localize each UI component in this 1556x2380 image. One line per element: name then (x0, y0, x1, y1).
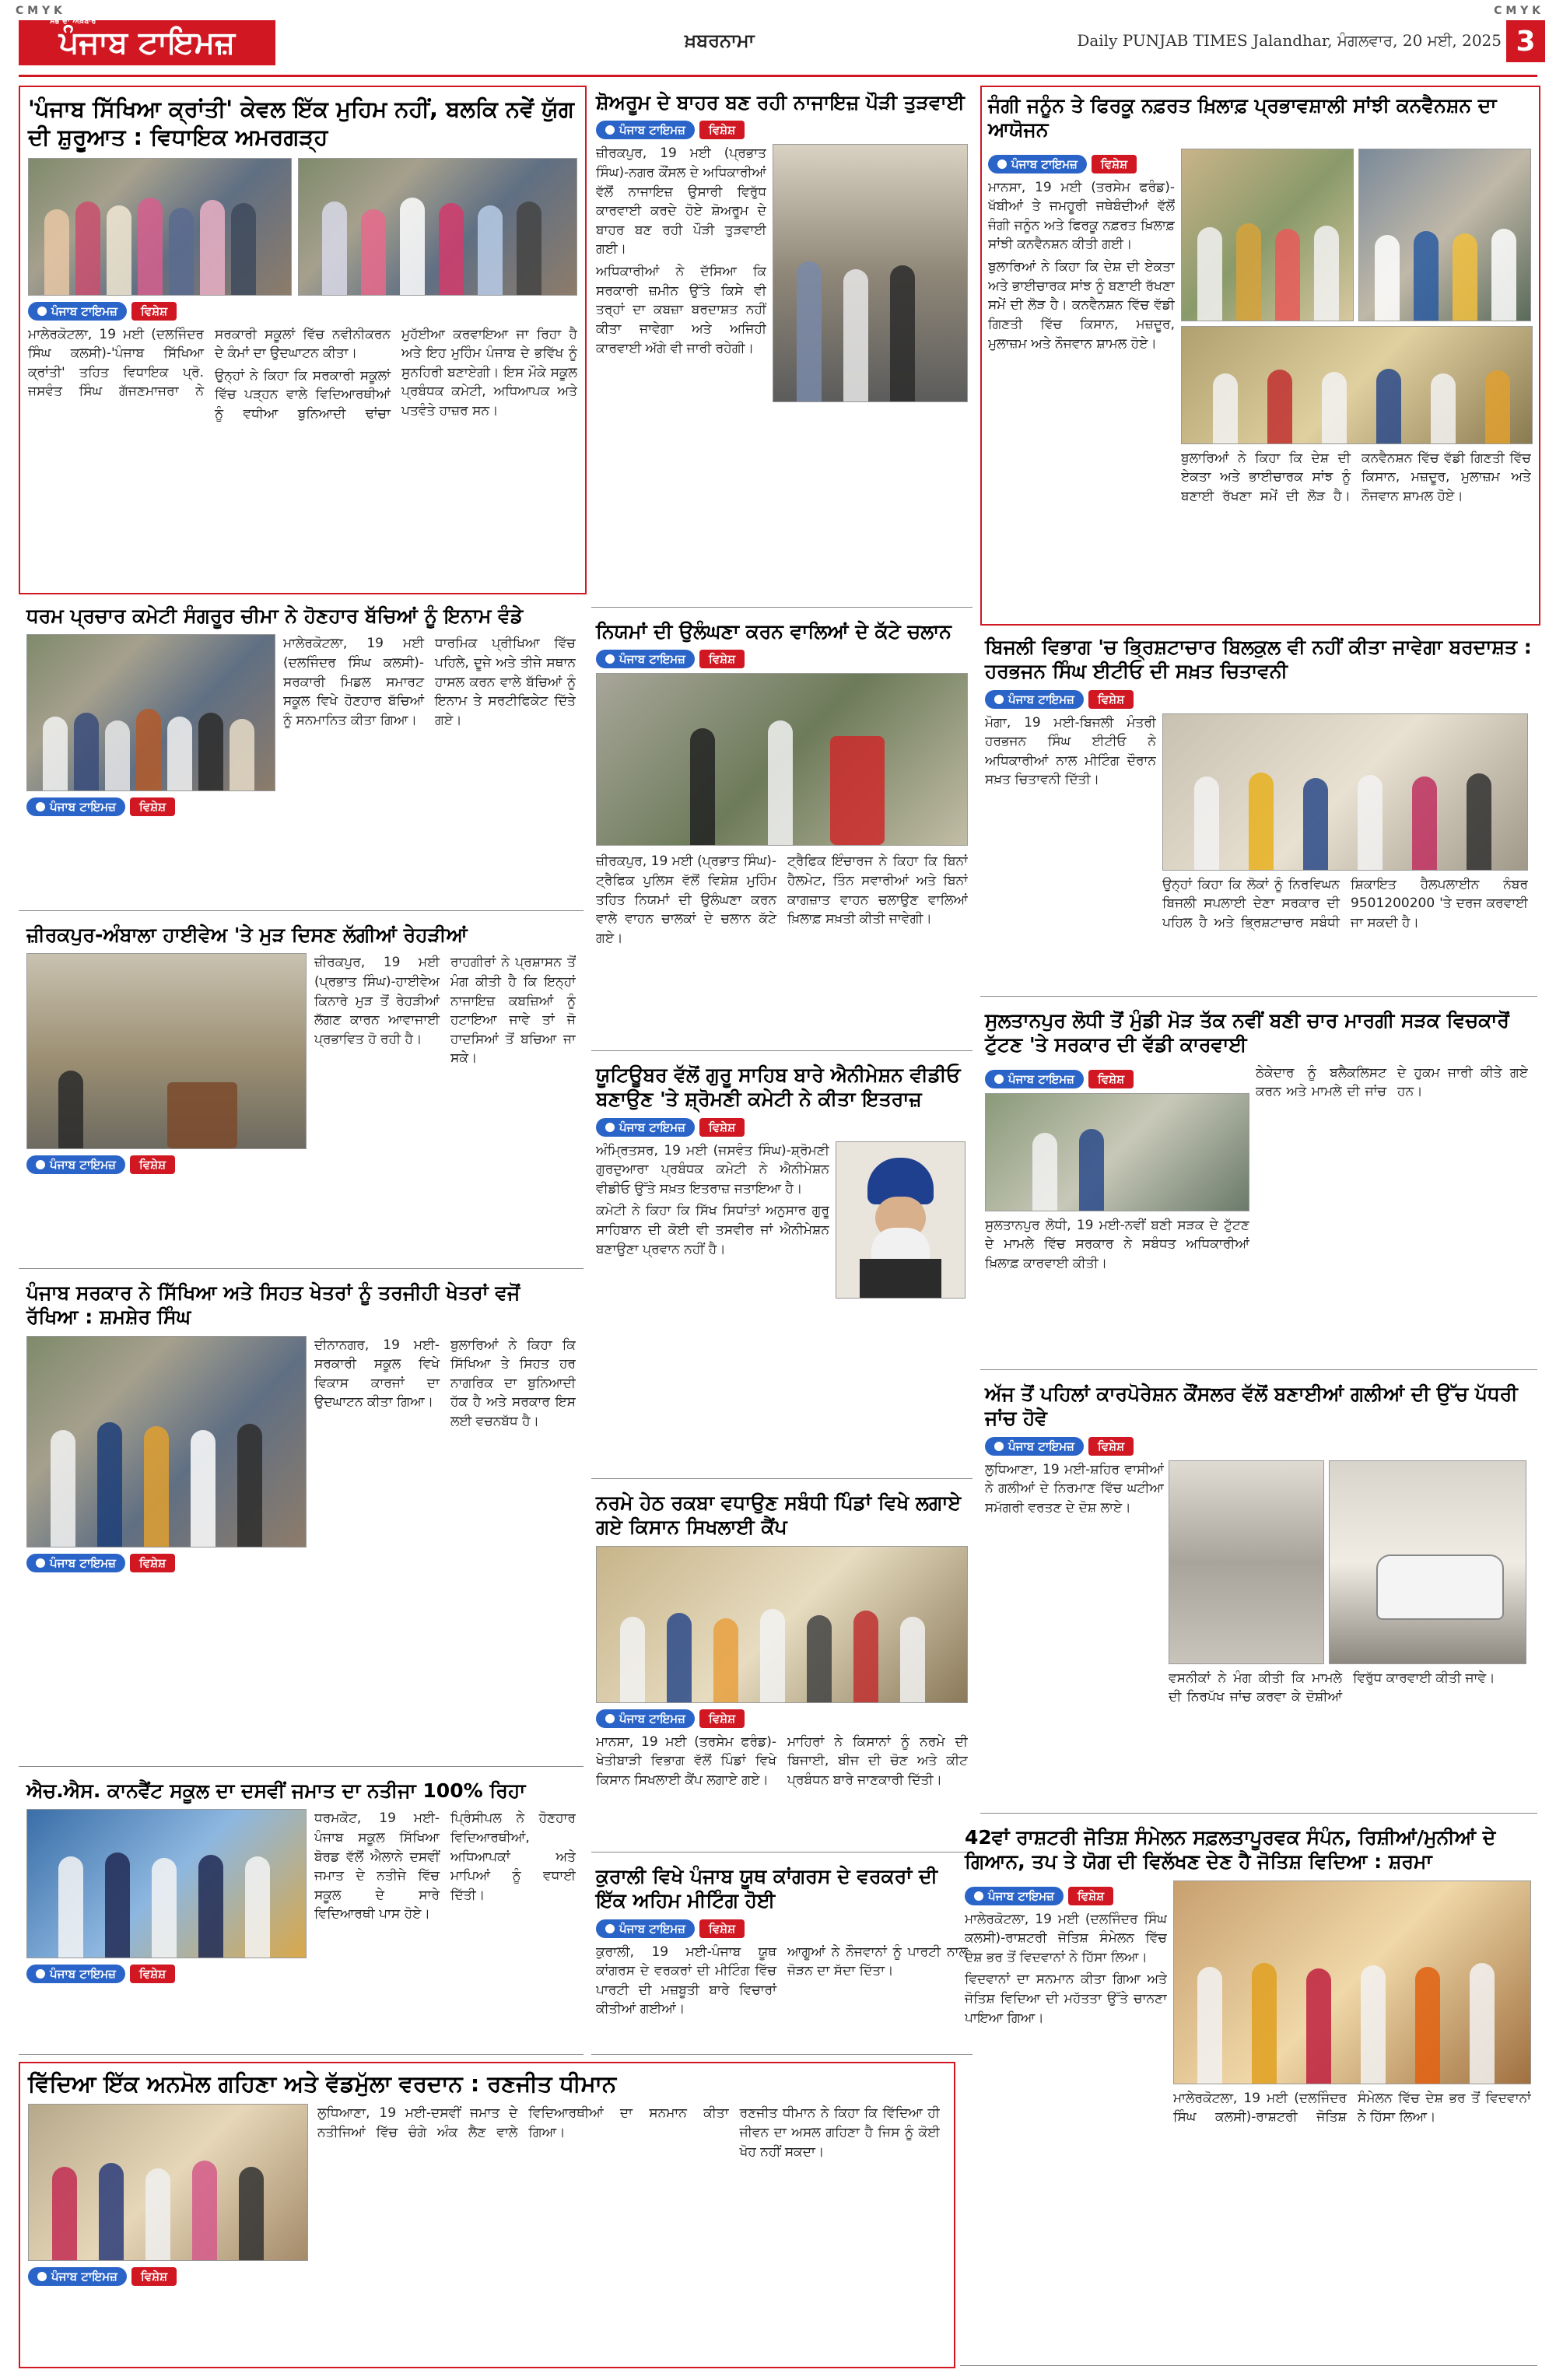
article-body (985, 1216, 1249, 1341)
article-road-broken (980, 1004, 1537, 1370)
article-text: ਅਧਿਕਾਰੀਆਂ ਨੇ ਦੱਸਿਆ ਕਿ ਸਰਕਾਰੀ ਜ਼ਮੀਨ ਉੱਤੇ ਕਿਸੇ ਵੀ ਤਰ੍ਹਾਂ ਦਾ ਕਬਜ਼ਾ ਬਰਦਾਸ਼ਤ ਨਹੀਂ ਕੀਤਾ ਜਾਵੇਗਾ ਅਤੇ ਅਜਿਹੀ ਕਾਰਵਾਈ ਅੱਗੇ ਵੀ ਜਾਰੀ ਰਹੇਗੀ। (596, 264, 767, 356)
special-tag: ਵਿਸ਼ੇਸ਼ (130, 1965, 175, 1983)
article-power-dept (980, 630, 1537, 997)
article-body (965, 1910, 1167, 2346)
logo-dot-icon (605, 654, 615, 664)
article-photo (1173, 1881, 1531, 2084)
cmyk-mark-right: C M Y K (1494, 5, 1540, 17)
special-tag: ਵਿਸ਼ੇਸ਼ (699, 1118, 745, 1137)
special-tag: ਵਿਸ਼ੇਸ਼ (130, 1155, 175, 1174)
article-body (596, 144, 766, 580)
masthead (0, 14, 1556, 70)
tag-row (28, 302, 577, 321)
headline: ਸ਼ੋਅਰੂਮ ਦੇ ਬਾਹਰ ਬਣ ਰਹੀ ਨਾਜਾਇਜ਼ ਪੌੜੀ ਤੁੜਵਾਈ (596, 91, 965, 114)
article-youth-congress (591, 1859, 972, 2055)
article-photo (773, 144, 968, 402)
special-tag: ਵਿਸ਼ੇਸ਼ (1088, 1437, 1134, 1456)
headline: ਅੱਜ ਤੋਂ ਪਹਿਲਾਂ ਕਾਰਪੋਰੇਸ਼ਨ ਕੌਂਸਲਰ ਵੱਲੋਂ ਬਣਾਈਆਂ ਗਲੀਆਂ ਦੀ ਉੱਚ ਪੱਧਰੀ ਜਾਂਚ ਹੋਵੇ (985, 1383, 1518, 1430)
special-tag: ਵਿਸ਼ੇਸ਼ (131, 2267, 177, 2286)
headline: ਜ਼ੀਰਕਪੁਰ-ਅੰਬਾਲਾ ਹਾਈਵੇਅ 'ਤੇ ਮੁੜ ਦਿਸਣ ਲੱਗੀਆਂ ਰੇਹੜੀਆਂ (26, 924, 468, 946)
paper-tag: ਪੰਜਾਬ ਟਾਇਮਜ਼ (988, 155, 1087, 174)
headline: 42ਵਾਂ ਰਾਸ਼ਟਰੀ ਜੋਤਿਸ਼ ਸੰਮੇਲਨ ਸਫ਼ਲਤਾਪੂਰਵਕ ਸੰਪੰਨ, ਰਿਸ਼ੀਆਂ/ਮੁਨੀਆਂ ਦੇ ਗਿਆਨ, ਤਪ ਤੇ ਯੋਗ ਦੀ ਵਿਲੱਖਣ ਦੇਣ ਹੈ ਜੋਤਿਸ਼ ਵਿਦਿਆ : ਸ਼ਰਮਾ (965, 1826, 1496, 1874)
logo-dot-icon (36, 1160, 45, 1169)
headline: ਨਿਯਮਾਂ ਦੀ ਉਲੰਘਣਾ ਕਰਨ ਵਾਲਿਆਂ ਦੇ ਕੱਟੇ ਚਲਾਨ (596, 620, 951, 643)
article-dateline: ਦੀਨਾਨਗਰ, 19 ਮਈ-ਸਰਕਾਰੀ ਸਕੂਲ ਵਿਖੇ ਵਿਕਾਸ ਕਾਰਜਾਂ ਦਾ ਉਦਘਾਟਨ ਕੀਤਾ ਗਿਆ। (314, 1337, 440, 1411)
headline: ਯੂਟਿਊਬਰ ਵੱਲੋਂ ਗੁਰੂ ਸਾਹਿਬ ਬਾਰੇ ਐਨੀਮੇਸ਼ਨ ਵੀਡੀਓ ਬਣਾਉਣ 'ਤੇ ਸ਼੍ਰੋਮਣੀ ਕਮੇਟੀ ਨੇ ਕੀਤਾ ਇਤਰਾਜ਼ (596, 1064, 961, 1111)
article-dateline: ਮਾਨਸਾ, 19 ਮਈ (ਤਰਸੇਮ ਫਰੰਡ)-ਖੱਬੀਆਂ ਤੇ ਜਮਹੂਰੀ ਜਥੇਬੰਦੀਆਂ ਵੱਲੋਂ ਜੰਗੀ ਜਨੂੰਨ ਅਤੇ ਫਿਰਕੂ ਨਫ਼ਰਤ ਖ਼ਿਲਾਫ਼ ਸਾਂਝੀ ਕਨਵੈਨਸ਼ਨ ਕੀਤੀ ਗਈ। (988, 179, 1175, 253)
paper-tag: ਪੰਜਾਬ ਟਾਇਮਜ਼ (985, 1070, 1084, 1088)
paper-tag: ਪੰਜਾਬ ਟਾਇਮਜ਼ (985, 1437, 1084, 1456)
paper-tag: ਪੰਜਾਬ ਟਾਇਮਜ਼ (596, 1919, 695, 1938)
article-dateline: ਜ਼ੀਰਕਪੁਰ, 19 ਮਈ (ਪ੍ਰਭਾਤ ਸਿੰਘ)-ਨਗਰ ਕੌਂਸਲ ਦੇ ਅਧਿਕਾਰੀਆਂ ਵੱਲੋਂ ਨਾਜਾਇਜ਼ ਉਸਾਰੀ ਵਿਰੁੱਧ ਕਾਰਵਾਈ ਕਰਦੇ ਹੋਏ ਸ਼ੋਅਰੂਮ ਦੇ ਬਾਹਰ ਬਣ ਰਹੀ ਪੌੜੀ ਤੁੜਵਾਈ ਗਈ। (596, 145, 767, 258)
page-number: 3 (1506, 20, 1545, 62)
article-showroom-stairs (591, 86, 972, 608)
article-photo (1358, 149, 1531, 321)
article-text: ਵਸਨੀਕਾਂ ਨੇ ਮੰਗ ਕੀਤੀ ਕਿ ਮਾਮਲੇ ਦੀ ਨਿਰਪੱਖ ਜਾਂਚ ਕਰਵਾ ਕੇ ਦੋਸ਼ੀਆਂ ਵਿਰੁੱਧ ਕਾਰਵਾਈ ਕੀਤੀ ਜਾਵੇ। (1169, 1670, 1495, 1705)
logo-dot-icon (605, 1123, 615, 1132)
special-tag: ਵਿਸ਼ੇਸ਼ (699, 121, 745, 139)
paper-tag: ਪੰਜਾਬ ਟਾਇਮਜ਼ (26, 1554, 125, 1572)
article-body (596, 1141, 829, 1476)
special-tag: ਵਿਸ਼ੇਸ਼ (130, 1554, 175, 1572)
paper-tag: ਪੰਜਾਬ ਟਾਇਮਜ਼ (596, 121, 695, 139)
article-highway-vendors (19, 918, 584, 1269)
article-text: ਟ੍ਰੈਫਿਕ ਇੰਚਾਰਜ ਨੇ ਕਿਹਾ ਕਿ ਬਿਨਾਂ ਹੈਲਮੇਟ, ਤਿੰਨ ਸਵਾਰੀਆਂ ਅਤੇ ਬਿਨਾਂ ਕਾਗਜ਼ਾਤ ਵਾਹਨ ਚਲਾਉਣ ਵਾਲਿਆਂ ਖ਼ਿਲਾਫ਼ ਸਖ਼ਤੀ ਕੀਤੀ ਜਾਵੇਗੀ। (787, 854, 968, 927)
logo-dot-icon (994, 695, 1004, 704)
article-body (317, 2104, 940, 2337)
article-text: ਰਾਹਗੀਰਾਂ ਨੇ ਪ੍ਰਸ਼ਾਸਨ ਤੋਂ ਮੰਗ ਕੀਤੀ ਹੈ ਕਿ ਇਨ੍ਹਾਂ ਨਾਜਾਇਜ਼ ਕਬਜ਼ਿਆਂ ਨੂੰ ਹਟਾਇਆ ਜਾਵੇ ਤਾਂ ਜੋ ਹਾਦਸਿਆਂ ਤੋਂ ਬਚਿਆ ਜਾ ਸਕੇ। (450, 955, 576, 1067)
article-dateline: ਮਾਲੇਰਕੋਟਲਾ, 19 ਮਈ (ਦਲਜਿੰਦਰ ਸਿੰਘ ਕਲਸੀ)-ਰਾਸ਼ਟਰੀ ਜੋਤਿਸ਼ ਸੰਮੇਲਨ ਵਿੱਚ ਦੇਸ਼ ਭਰ ਤੋਂ ਵਿਦਵਾਨਾਂ ਨੇ ਹਿੱਸਾ ਲਿਆ। (965, 1911, 1167, 1965)
logo-dot-icon (37, 307, 47, 316)
paper-tag: ਪੰਜਾਬ ਟਾਇਮਜ਼ (26, 797, 125, 816)
headline: ਐਚ.ਐਸ. ਕਾਨਵੈਂਟ ਸਕੂਲ ਦਾ ਦਸਵੀਂ ਜਮਾਤ ਦਾ ਨਤੀਜਾ 100% ਰਿਹਾ (26, 1779, 526, 1802)
article-convent-result (19, 1774, 584, 2055)
logo-dot-icon (36, 1969, 45, 1979)
article-dateline: ਮਾਨਸਾ, 19 ਮਈ (ਤਰਸੇਮ ਫਰੰਡ)-ਖੇਤੀਬਾੜੀ ਵਿਭਾਗ ਵੱਲੋਂ ਪਿੰਡਾਂ ਵਿਖੇ ਕਿਸਾਨ ਸਿਖਲਾਈ ਕੈਂਪ ਲਗਾਏ ਗਏ। (596, 1733, 776, 1788)
article-body-continued (1256, 1064, 1528, 1359)
special-tag: ਵਿਸ਼ੇਸ਼ (130, 797, 175, 816)
article-photo (1181, 149, 1354, 321)
headline: ਵਿੱਦਿਆ ਇੱਕ ਅਨਮੋਲ ਗਹਿਣਾ ਅਤੇ ਵੱਡਮੁੱਲਾ ਵਰਦਾਨ : ਰਣਜੀਤ ਧੀਮਾਨ (28, 2070, 617, 2097)
article-text: ਮਾਹਿਰਾਂ ਨੇ ਕਿਸਾਨਾਂ ਨੂੰ ਨਰਮੇ ਦੀ ਬਿਜਾਈ, ਬੀਜ ਦੀ ਚੋਣ ਅਤੇ ਕੀਟ ਪ੍ਰਬੰਧਨ ਬਾਰੇ ਜਾਣਕਾਰੀ ਦਿੱਤੀ। (787, 1733, 968, 1788)
article-dharam-prachar (19, 599, 584, 911)
paper-tag: ਪੰਜਾਬ ਟਾਇਮਜ਼ (26, 1965, 125, 1983)
dateline: Daily PUNJAB TIMES Jalandhar, ਮੰਗਲਵਾਰ, 20 ਮਈ, 2025 (1077, 31, 1502, 50)
paper-tag: ਪੰਜਾਬ ਟਾਇਮਜ਼ (596, 1709, 695, 1728)
article-dateline: ਮਾਲੇਰਕੋਟਲਾ, 19 ਮਈ (ਦਲਜਿੰਦਰ ਸਿੰਘ ਕਲਸੀ)-'ਪੰਜਾਬ ਸਿੱਖਿਆ ਕ੍ਰਾਂਤੀ' ਤਹਿਤ ਵਿਧਾਇਕ ਪ੍ਰੋ. ਜਸਵੰਤ ਸਿੰਘ ਗੱਜਣਮਾਜਰਾ ਨੇ ਸਰਕਾਰੀ ਸਕੂਲਾਂ ਵਿੱਚ ਨਵੀਨੀਕਰਨ ਦੇ ਕੰਮਾਂ ਦਾ ਉਦਘਾਟਨ ਕੀਤਾ। (28, 326, 391, 400)
logo-dot-icon (994, 1074, 1004, 1084)
article-body (596, 852, 968, 1031)
section-title: ਖ਼ਬਰਨਾਮਾ (685, 30, 755, 51)
article-text: ਕਮੇਟੀ ਨੇ ਕਿਹਾ ਕਿ ਸਿੱਖ ਸਿਧਾਂਤਾਂ ਅਨੁਸਾਰ ਗੁਰੂ ਸਾਹਿਬਾਨ ਦੀ ਕੋਈ ਵੀ ਤਸਵੀਰ ਜਾਂ ਐਨੀਮੇਸ਼ਨ ਬਣਾਉਣਾ ਪ੍ਰਵਾਨ ਨਹੀਂ ਹੈ। (596, 1203, 829, 1257)
paper-tag: ਪੰਜਾਬ ਟਾਇਮਜ਼ (28, 2267, 127, 2286)
article-photo (298, 158, 577, 296)
article-body (985, 1460, 1164, 1803)
headline: ਪੰਜਾਬ ਸਰਕਾਰ ਨੇ ਸਿੱਖਿਆ ਅਤੇ ਸਿਹਤ ਖੇਤਰਾਂ ਨੂੰ ਤਰਜੀਹੀ ਖੇਤਰਾਂ ਵਜੋਂ ਰੱਖਿਆ : ਸ਼ਮਸ਼ੇਰ ਸਿੰਘ (26, 1281, 520, 1329)
article-body-continued (1173, 2089, 1531, 2315)
article-dateline: ਕੁਰਾਲੀ, 19 ਮਈ-ਪੰਜਾਬ ਯੂਥ ਕਾਂਗਰਸ ਦੇ ਵਰਕਰਾਂ ਦੀ ਮੀਟਿੰਗ ਵਿੱਚ ਪਾਰਟੀ ਦੀ ਮਜ਼ਬੂਤੀ ਬਾਰੇ ਵਿਚਾਰਾਂ ਕੀਤੀਆਂ ਗਈਆਂ। (596, 1944, 776, 2017)
logo-dot-icon (605, 125, 615, 135)
headline: ਬਿਜਲੀ ਵਿਭਾਗ 'ਚ ਭ੍ਰਿਸ਼ਟਾਚਾਰ ਬਿਲਕੁਲ ਵੀ ਨਹੀਂ ਕੀਤਾ ਜਾਵੇਗਾ ਬਰਦਾਸ਼ਤ : ਹਰਭਜਨ ਸਿੰਘ ਈਟੀਓ ਦੀ ਸਖ਼ਤ ਚਿਤਾਵਨੀ (985, 636, 1532, 683)
article-photo (1162, 713, 1528, 871)
article-dateline: ਮੋਗਾ, 19 ਮਈ-ਬਿਜਲੀ ਮੰਤਰੀ ਹਰਭਜਨ ਸਿੰਘ ਈਟੀਓ ਨੇ ਅਧਿਕਾਰੀਆਂ ਨਾਲ ਮੀਟਿੰਗ ਦੌਰਾਨ ਸਖ਼ਤ ਚਿਤਾਵਨੀ ਦਿੱਤੀ। (985, 714, 1156, 788)
logo-dot-icon (605, 1924, 615, 1933)
article-dateline: ਅੰਮ੍ਰਿਤਸਰ, 19 ਮਈ (ਜਸਵੰਤ ਸਿੰਘ)-ਸ਼੍ਰੋਮਣੀ ਗੁਰਦੁਆਰਾ ਪ੍ਰਬੰਧਕ ਕਮੇਟੀ ਨੇ ਐਨੀਮੇਸ਼ਨ ਵੀਡੀਓ ਉੱਤੇ ਸਖ਼ਤ ਇਤਰਾਜ਼ ਜਤਾਇਆ ਹੈ। (596, 1142, 829, 1197)
paper-tag: ਪੰਜਾਬ ਟਾਇਮਜ਼ (28, 302, 127, 321)
paper-tag: ਪੰਜਾਬ ਟਾਇਮਜ਼ (985, 690, 1084, 709)
article-text: ਉਨ੍ਹਾਂ ਕਿਹਾ ਕਿ ਲੋਕਾਂ ਨੂੰ ਨਿਰਵਿਘਨ ਬਿਜਲੀ ਸਪਲਾਈ ਦੇਣਾ ਸਰਕਾਰ ਦੀ ਪਹਿਲ ਹੈ ਅਤੇ ਭ੍ਰਿਸ਼ਟਾਚਾਰ ਸਬੰਧੀ ਸ਼ਿਕਾਇਤ ਹੈਲਪਲਾਈਨ ਨੰਬਰ 9501200200 'ਤੇ ਦਰਜ ਕਰਵਾਈ ਜਾ ਸਕਦੀ ਹੈ। (1162, 876, 1528, 931)
logo-dot-icon (974, 1891, 983, 1901)
logo-dot-icon (997, 159, 1007, 169)
article-body (596, 1943, 968, 2052)
article-dateline: ਧਰਮਕੋਟ, 19 ਮਈ-ਪੰਜਾਬ ਸਕੂਲ ਸਿੱਖਿਆ ਬੋਰਡ ਵੱਲੋਂ ਐਲਾਨੇ ਦਸਵੀਂ ਜਮਾਤ ਦੇ ਨਤੀਜੇ ਵਿੱਚ ਸਕੂਲ ਦੇ ਸਾਰੇ ਵਿਦਿਆਰਥੀ ਪਾਸ ਹੋਏ। (314, 1810, 440, 1923)
article-body (28, 325, 577, 582)
article-photo (28, 2104, 308, 2261)
headline: ਧਰਮ ਪ੍ਰਚਾਰ ਕਮੇਟੀ ਸੰਗਰੂਰ ਚੀਮਾ ਨੇ ਹੋਣਹਾਰ ਬੱਚਿਆਂ ਨੂੰ ਇਨਾਮ ਵੰਡੇ (26, 605, 524, 627)
newspaper-logo (19, 17, 275, 65)
article-photo (1329, 1460, 1526, 1664)
special-tag: ਵਿਸ਼ੇਸ਼ (131, 302, 177, 321)
article-text: ਉਨ੍ਹਾਂ ਨੇ ਕਿਹਾ ਕਿ ਸਰਕਾਰੀ ਸਕੂਲਾਂ ਵਿੱਚ ਪੜ੍ਹਨ ਵਾਲੇ ਵਿਦਿਆਰਥੀਆਂ ਨੂੰ ਵਧੀਆ ਬੁਨਿਆਦੀ ਢਾਂਚਾ ਮੁਹੱਈਆ ਕਰਵਾਇਆ ਜਾ ਰਿਹਾ ਹੈ ਅਤੇ ਇਹ ਮੁਹਿੰਮ ਪੰਜਾਬ ਦੇ ਭਵਿੱਖ ਨੂੰ ਸੁਨਹਿਰੀ ਬਣਾਏਗੀ। ਇਸ ਮੌਕੇ ਸਕੂਲ ਪ੍ਰਬੰਧਕ ਕਮੇਟੀ, ਅਧਿਆਪਕ ਅਤੇ ਪਤਵੰਤੇ ਹਾਜ਼ਰ ਸਨ। (215, 326, 577, 422)
article-body (314, 1336, 576, 1772)
article-body (988, 178, 1175, 614)
article-text: ਬੁਲਾਰਿਆਂ ਨੇ ਕਿਹਾ ਕਿ ਦੇਸ਼ ਦੀ ਏਕਤਾ ਅਤੇ ਭਾਈਚਾਰਕ ਸਾਂਝ ਨੂੰ ਬਣਾਈ ਰੱਖਣਾ ਸਮੇਂ ਦੀ ਲੋੜ ਹੈ। ਕਨਵੈਨਸ਼ਨ ਵਿੱਚ ਵੱਡੀ ਗਿਣਤੀ ਵਿੱਚ ਕਿਸਾਨ, ਮਜ਼ਦੂਰ, ਮੁਲਾਜ਼ਮ ਅਤੇ ਨੌਜਵਾਨ ਸ਼ਾਮਲ ਹੋਏ। (988, 259, 1175, 352)
logo-dot-icon (37, 2272, 47, 2281)
article-education-revolution (19, 86, 587, 594)
logo-dot-icon (36, 802, 45, 811)
article-vidya-gehna (19, 2062, 955, 2368)
article-body (596, 1733, 968, 1849)
article-body-continued (1181, 449, 1531, 581)
logo-tagline: ਸਭ ਦਾ ਅਖ਼ਬਾਰ (50, 17, 96, 26)
article-kisan-camp (591, 1486, 972, 1852)
special-tag: ਵਿਸ਼ੇਸ਼ (1088, 1070, 1134, 1088)
article-text: ਪ੍ਰਿੰਸੀਪਲ ਨੇ ਹੋਣਹਾਰ ਵਿਦਿਆਰਥੀਆਂ, ਅਧਿਆਪਕਾਂ ਅਤੇ ਮਾਪਿਆਂ ਨੂੰ ਵਧਾਈ ਦਿੱਤੀ। (450, 1810, 576, 1903)
logo-text: ਪੰਜਾਬ ਟਾਇਮਜ਼ (58, 25, 236, 61)
article-photo (985, 1093, 1249, 1211)
article-dateline: ਜ਼ੀਰਕਪੁਰ, 19 ਮਈ (ਪ੍ਰਭਾਤ ਸਿੰਘ)-ਟ੍ਰੈਫਿਕ ਪੁਲਿਸ ਵੱਲੋਂ ਵਿਸ਼ੇਸ਼ ਮੁਹਿੰਮ ਤਹਿਤ ਨਿਯਮਾਂ ਦੀ ਉਲੰਘਣਾ ਕਰਨ ਵਾਲੇ ਵਾਹਨ ਚਾਲਕਾਂ ਦੇ ਚਲਾਨ ਕੱਟੇ ਗਏ। (596, 854, 776, 946)
article-corporation-streets (980, 1377, 1537, 1814)
article-photo (26, 1809, 307, 1958)
article-jyotish-sammelan (960, 1821, 1537, 2366)
article-body-continued (1169, 1669, 1526, 1801)
article-photo (26, 634, 275, 791)
article-text: ਵਿਦਵਾਨਾਂ ਦਾ ਸਨਮਾਨ ਕੀਤਾ ਗਿਆ ਅਤੇ ਜੋਤਿਸ਼ ਵਿਦਿਆ ਦੀ ਮਹੱਤਤਾ ਉੱਤੇ ਚਾਨਣਾ ਪਾਇਆ ਗਿਆ। (965, 1972, 1167, 2026)
article-photo (1169, 1460, 1324, 1664)
article-text: ਰਣਜੀਤ ਧੀਮਾਨ ਨੇ ਕਿਹਾ ਕਿ ਵਿੱਦਿਆ ਹੀ ਜੀਵਨ ਦਾ ਅਸਲ ਗਹਿਣਾ ਹੈ ਜਿਸ ਨੂੰ ਕੋਈ ਖੋਹ ਨਹੀਂ ਸਕਦਾ। (739, 2105, 940, 2160)
article-dateline: ਸੁਲਤਾਨਪੁਰ ਲੋਧੀ, 19 ਮਈ-ਨਵੀਂ ਬਣੀ ਸੜਕ ਦੇ ਟੁੱਟਣ ਦੇ ਮਾਮਲੇ ਵਿੱਚ ਸਰਕਾਰ ਨੇ ਸਬੰਧਤ ਅਧਿਕਾਰੀਆਂ ਖ਼ਿਲਾਫ਼ ਕਾਰਵਾਈ ਕੀਤੀ। (985, 1217, 1249, 1271)
article-text: ਮਾਲੇਰਕੋਟਲਾ, 19 ਮਈ (ਦਲਜਿੰਦਰ ਸਿੰਘ ਕਲਸੀ)-ਰਾਸ਼ਟਰੀ ਜੋਤਿਸ਼ ਸੰਮੇਲਨ ਵਿੱਚ ਦੇਸ਼ ਭਰ ਤੋਂ ਵਿਦਵਾਨਾਂ ਨੇ ਹਿੱਸਾ ਲਿਆ। (1173, 2090, 1531, 2126)
logo-dot-icon (36, 1558, 45, 1568)
paper-tag: ਪੰਜਾਬ ਟਾਇਮਜ਼ (596, 1118, 695, 1137)
article-body (985, 713, 1156, 994)
article-body (314, 1809, 576, 2027)
article-text: ਬੁਲਾਰਿਆਂ ਨੇ ਕਿਹਾ ਕਿ ਸਿੱਖਿਆ ਤੇ ਸਿਹਤ ਹਰ ਨਾਗਰਿਕ ਦਾ ਬੁਨਿਆਦੀ ਹੱਕ ਹੈ ਅਤੇ ਸਰਕਾਰ ਇਸ ਲਈ ਵਚਨਬੱਧ ਹੈ। (450, 1337, 576, 1430)
special-tag: ਵਿਸ਼ੇਸ਼ (699, 1919, 745, 1938)
special-tag: ਵਿਸ਼ੇਸ਼ (1068, 1887, 1113, 1905)
article-photo (1181, 326, 1533, 444)
special-tag: ਵਿਸ਼ੇਸ਼ (1092, 155, 1137, 174)
article-body (314, 953, 576, 1233)
article-dateline: ਲੁਧਿਆਣਾ, 19 ਮਈ-ਦਸਵੀਂ ਜਮਾਤ ਦੇ ਨਤੀਜਿਆਂ ਵਿੱਚ ਚੰਗੇ ਅੰਕ ਲੈਣ ਵਾਲੇ ਵਿਦਿਆਰਥੀਆਂ ਦਾ ਸਨਮਾਨ ਕੀਤਾ ਗਿਆ। (317, 2105, 729, 2140)
article-text: ਠੇਕੇਦਾਰ ਨੂੰ ਬਲੈਕਲਿਸਟ ਕਰਨ ਅਤੇ ਮਾਮਲੇ ਦੀ ਜਾਂਚ ਦੇ ਹੁਕਮ ਜਾਰੀ ਕੀਤੇ ਗਏ ਹਨ। (1256, 1064, 1528, 1100)
article-photo (26, 953, 307, 1149)
article-photo (596, 1546, 968, 1703)
headline: 'ਪੰਜਾਬ ਸਿੱਖਿਆ ਕ੍ਰਾਂਤੀ' ਕੇਵਲ ਇੱਕ ਮੁਹਿਮ ਨਹੀਂ, ਬਲਕਿ ਨਵੇਂ ਯੁੱਗ ਦੀ ਸ਼ੁਰੂਆਤ : ਵਿਧਾਇਕ ਅਮਰਗੜ੍ਹ (28, 96, 574, 151)
article-body-continued (1162, 875, 1528, 992)
masthead-rule (19, 75, 1537, 77)
article-photo (26, 1336, 307, 1548)
article-education-health (19, 1276, 584, 1767)
article-text: ਬੁਲਾਰਿਆਂ ਨੇ ਕਿਹਾ ਕਿ ਦੇਸ਼ ਦੀ ਏਕਤਾ ਅਤੇ ਭਾਈਚਾਰਕ ਸਾਂਝ ਨੂੰ ਬਣਾਈ ਰੱਖਣਾ ਸਮੇਂ ਦੀ ਲੋੜ ਹੈ। ਕਨਵੈਨਸ਼ਨ ਵਿੱਚ ਵੱਡੀ ਗਿਣਤੀ ਵਿੱਚ ਕਿਸਾਨ, ਮਜ਼ਦੂਰ, ਮੁਲਾਜ਼ਮ ਅਤੇ ਨੌਜਵਾਨ ਸ਼ਾਮਲ ਹੋਏ। (1181, 450, 1531, 504)
cmyk-mark-left: C M Y K (16, 5, 62, 17)
headline: ਕੁਰਾਲੀ ਵਿਖੇ ਪੰਜਾਬ ਯੂਥ ਕਾਂਗਰਸ ਦੇ ਵਰਕਰਾਂ ਦੀ ਇੱਕ ਅਹਿਮ ਮੀਟਿੰਗ ਹੋਈ (596, 1865, 938, 1912)
paper-tag: ਪੰਜਾਬ ਟਾਇਮਜ਼ (596, 650, 695, 668)
article-photo (28, 158, 292, 296)
paper-tag: ਪੰਜਾਬ ਟਾਇਮਜ਼ (26, 1155, 125, 1174)
headline: ਨਰਮੇ ਹੇਠ ਰਕਬਾ ਵਧਾਉਣ ਸਬੰਧੀ ਪਿੰਡਾਂ ਵਿਖੇ ਲਗਾਏ ਗਏ ਕਿਸਾਨ ਸਿਖਲਾਈ ਕੈਂਪ (596, 1491, 962, 1539)
special-tag: ਵਿਸ਼ੇਸ਼ (699, 650, 745, 668)
article-text: ਆਗੂਆਂ ਨੇ ਨੌਜਵਾਨਾਂ ਨੂੰ ਪਾਰਟੀ ਨਾਲ ਜੋੜਨ ਦਾ ਸੱਦਾ ਦਿੱਤਾ। (787, 1944, 968, 1979)
special-tag: ਵਿਸ਼ੇਸ਼ (699, 1709, 745, 1728)
logo-dot-icon (994, 1442, 1004, 1451)
special-tag: ਵਿਸ਼ੇਸ਼ (1088, 690, 1134, 709)
article-dateline: ਮਾਲੇਰਕੋਟਲਾ, 19 ਮਈ (ਦਲਜਿੰਦਰ ਸਿੰਘ ਕਲਸੀ)-ਸਰਕਾਰੀ ਮਿਡਲ ਸਮਾਰਟ ਸਕੂਲ ਵਿਖੇ ਹੋਣਹਾਰ ਬੱਚਿਆਂ ਨੂੰ ਸਨਮਾਨਿਤ ਕੀਤਾ ਗਿਆ। (283, 636, 424, 728)
headline: ਜੰਗੀ ਜਨੂੰਨ ਤੇ ਫਿਰਕੂ ਨਫ਼ਰਤ ਖ਼ਿਲਾਫ਼ ਪ੍ਰਭਾਵਸ਼ਾਲੀ ਸਾਂਝੀ ਕਨਵੈਨਸ਼ਨ ਦਾ ਆਯੋਜਨ (988, 94, 1497, 142)
article-photo (596, 673, 968, 846)
headline: ਸੁਲਤਾਨਪੁਰ ਲੋਧੀ ਤੋਂ ਮੁੰਡੀ ਮੋੜ ਤੱਕ ਨਵੀਂ ਬਣੀ ਚਾਰ ਮਾਰਗੀ ਸੜਕ ਵਿਚਕਾਰੋਂ ਟੁੱਟਣ 'ਤੇ ਸਰਕਾਰ ਦੀ ਵੱਡੀ ਕਾਰਵਾਈ (985, 1009, 1509, 1057)
logo-dot-icon (605, 1714, 615, 1723)
article-text: ਧਾਰਮਿਕ ਪ੍ਰੀਖਿਆ ਵਿੱਚ ਪਹਿਲੇ, ਦੂਜੇ ਅਤੇ ਤੀਜੇ ਸਥਾਨ ਹਾਸਲ ਕਰਨ ਵਾਲੇ ਬੱਚਿਆਂ ਨੂੰ ਇਨਾਮ ਤੇ ਸਰਟੀਫਿਕੇਟ ਦਿੱਤੇ ਗਏ। (435, 636, 576, 728)
article-traffic-challan (591, 615, 972, 1051)
article-dateline: ਲੁਧਿਆਣਾ, 19 ਮਈ-ਸ਼ਹਿਰ ਵਾਸੀਆਂ ਨੇ ਗਲੀਆਂ ਦੇ ਨਿਰਮਾਣ ਵਿੱਚ ਘਟੀਆ ਸਮੱਗਰੀ ਵਰਤਣ ਦੇ ਦੋਸ਼ ਲਾਏ। (985, 1461, 1164, 1516)
article-dateline: ਜ਼ੀਰਕਪੁਰ, 19 ਮਈ (ਪ੍ਰਭਾਤ ਸਿੰਘ)-ਹਾਈਵੇਅ ਕਿਨਾਰੇ ਮੁੜ ਤੋਂ ਰੇਹੜੀਆਂ ਲੱਗਣ ਕਾਰਨ ਆਵਾਜਾਈ ਪ੍ਰਭਾਵਿਤ ਹੋ ਰਹੀ ਹੈ। (314, 955, 440, 1047)
article-convention (980, 86, 1540, 626)
article-body (283, 634, 576, 868)
portrait-photo (836, 1141, 965, 1299)
paper-tag: ਪੰਜਾਬ ਟਾਇਮਜ਼ (965, 1887, 1064, 1905)
article-sgpc-objection (591, 1058, 972, 1479)
